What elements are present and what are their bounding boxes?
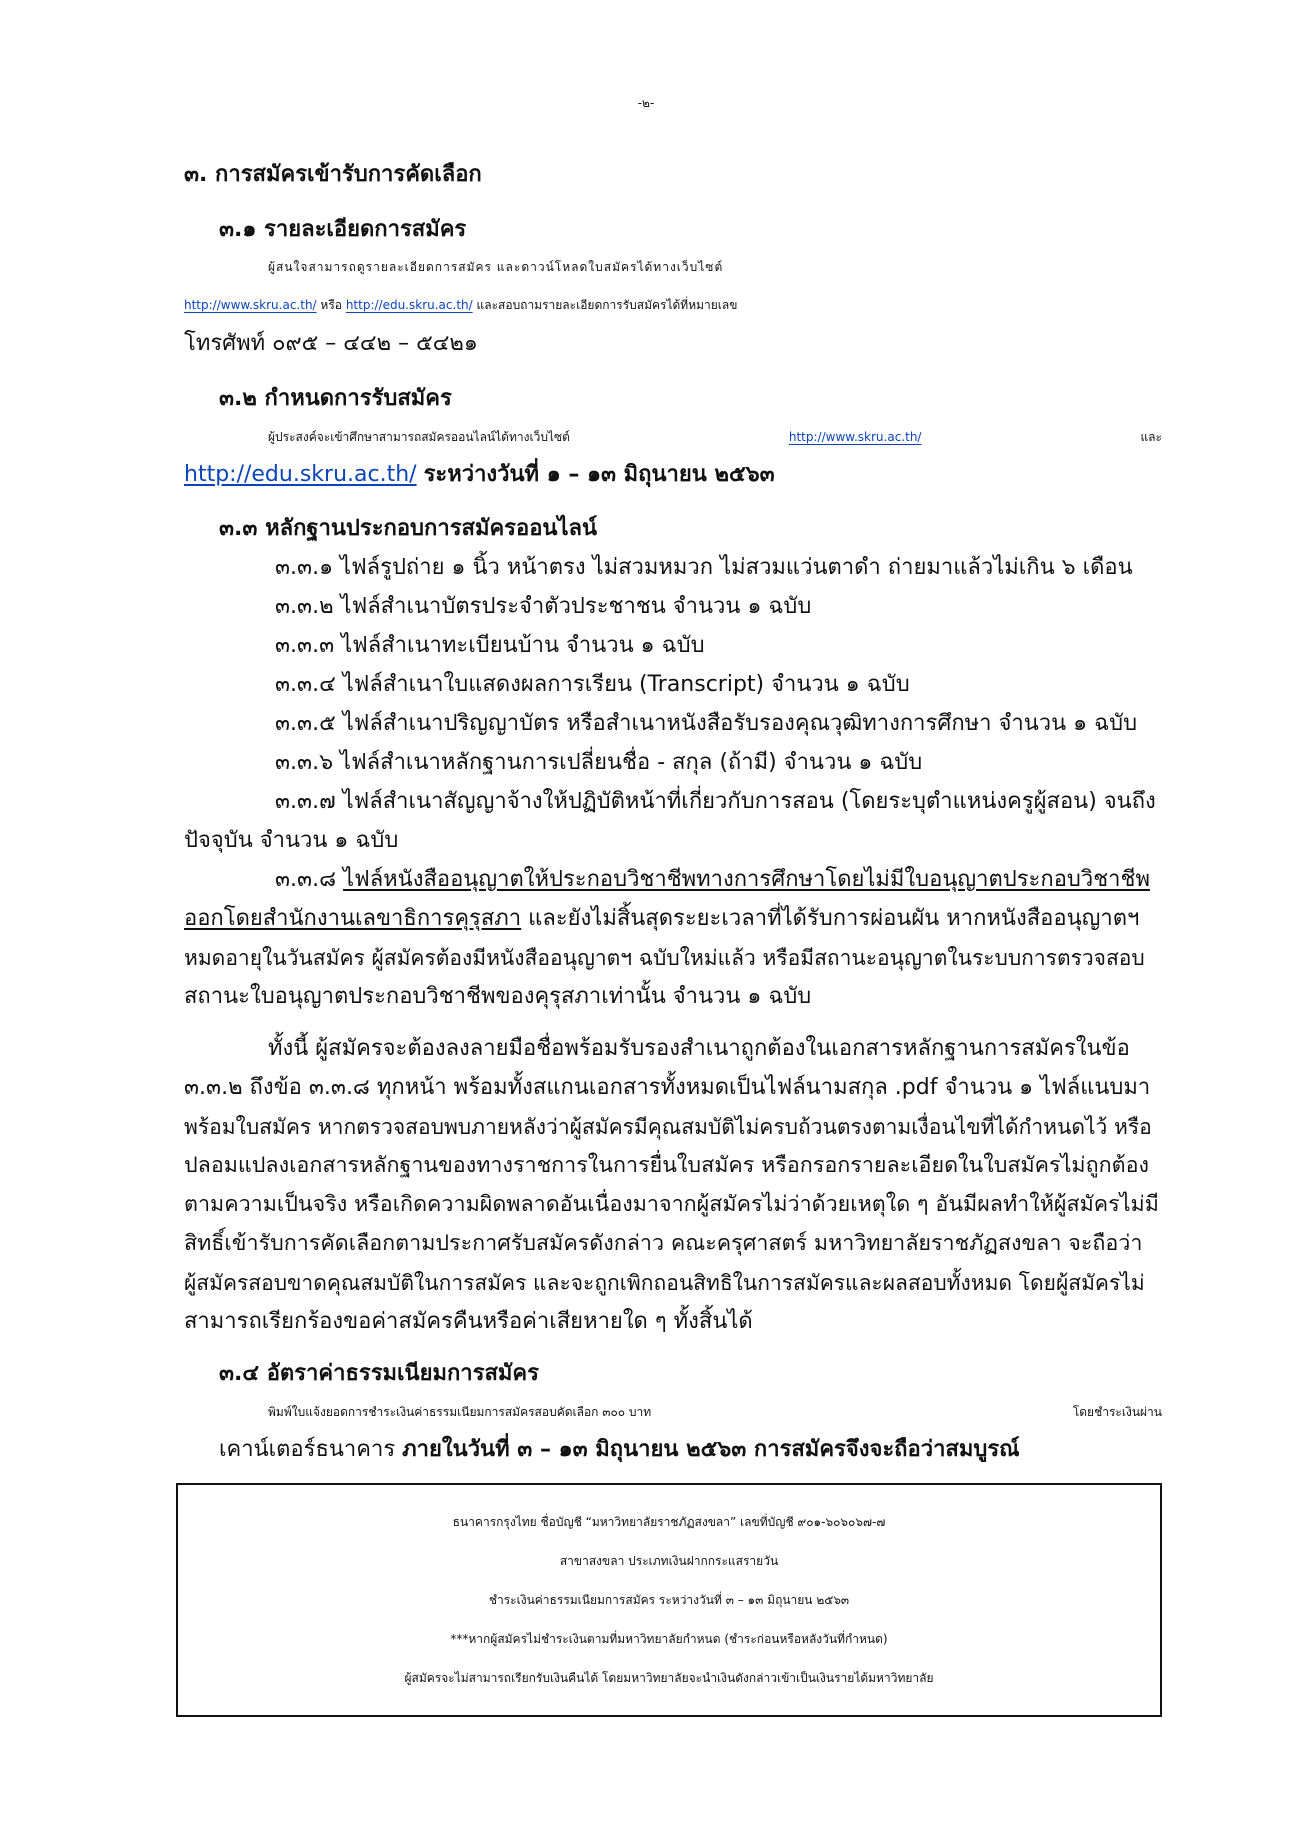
payment-deadline: ภายในวันที่ ๓ – ๑๓ มิถุนายน ๒๕๖๓ การสมัครจึงจะถือว่าสมบูรณ์: [402, 1437, 1020, 1462]
note-line: พร้อมใบสมัคร หากตรวจสอบพบภายหลังว่าผู้สมัครมีคุณสมบัติไม่ครบถ้วนตรงตามเงื่อนไขที่ได้กำหนดไว้ หรือ: [184, 1115, 1152, 1139]
section-3-1-heading: ๓.๑ รายละเอียดการสมัคร: [219, 217, 467, 242]
section-3-2-line-1-text: ผู้ประสงค์จะเข้าศึกษาสามารถสมัครออนไลน์ได้ทางเว็บไซต์: [268, 430, 570, 444]
section-3-2-line-1: [268, 420, 1162, 454]
document-item-8-line-1: [275, 863, 1150, 897]
document-item: ๓.๓.๑ ไฟล์รูปถ่าย ๑ นิ้ว หน้าตรง ไม่สวมหมวก ไม่สวมแว่นตาดำ ถ่ายมาแล้วไม่เกิน ๖ เดือน: [275, 555, 1133, 580]
document-item-8-line-2: [184, 902, 1139, 936]
note-line: ทั้งนี้ ผู้สมัครจะต้องลงลายมือชื่อพร้อมรับรองสำเนาถูกต้องในเอกสารหลักฐานการสมัครในข้อ: [268, 1036, 1130, 1061]
note-line: ๓.๓.๒ ถึงข้อ ๓.๓.๘ ทุกหน้า พร้อมทั้งสแกนเอกสารทั้งหมดเป็นไฟล์นามสกุล .pdf จำนวน ๑ ไฟล์แนบมา: [184, 1075, 1151, 1100]
section-3-1-phone: โทรศัพท์ ๐๙๕ – ๔๔๒ – ๕๔๒๑: [184, 331, 478, 356]
section-3-1-line-1: [268, 250, 1162, 284]
note-line: สิทธิ์เข้ารับการคัดเลือกตามประกาศรับสมัครดังกล่าว คณะครุศาสตร์ มหาวิทยาลัยราชภัฏสงขลา จะถือว่า: [184, 1231, 1143, 1256]
bank-account-line: ธนาคารกรุงไทย ชื่อบัญชี “มหาวิทยาลัยราชภัฏสงขลา” เลขที่บัญชี ๙๐๑-๖๐๖๐๖๗-๗: [452, 1515, 886, 1529]
bank-branch-line: สาขาสงขลา ประเภทเงินฝากกระแสรายวัน: [559, 1554, 779, 1568]
document-item: ๓.๓.๓ ไฟล์สำเนาทะเบียนบ้าน จำนวน ๑ ฉบับ: [275, 633, 705, 658]
application-period: ระหว่างวันที่ ๑ – ๑๓ มิถุนายน ๒๕๖๓: [423, 462, 775, 487]
section-3-1-line-2-rest: และสอบถามรายละเอียดการรับสมัครได้ที่หมายเลข: [476, 298, 738, 312]
refund-policy-line: ผู้สมัครจะไม่สามารถเรียกรับเงินคืนได้ โดยมหาวิทยาลัยจะนำเงินดังกล่าวเข้าเป็นเงินรายได้มหาวิทยาลัย: [404, 1671, 934, 1685]
section-3-1-line-1-text: ผู้สนใจสามารถดูรายละเอียดการสมัคร และดาวน์โหลดใบสมัครได้ทางเว็บไซต์: [268, 260, 724, 274]
bank-counter-text: เคาน์เตอร์ธนาคาร: [219, 1437, 396, 1462]
or-text: หรือ: [320, 298, 342, 312]
note-line: สามารถเรียกร้องขอค่าสมัครคืนหรือค่าเสียหายใด ๆ ทั้งสิ้นได้: [184, 1309, 753, 1334]
item-8-underlined-2: ออกโดยสำนักงานเลขาธิการคุรุสภา: [184, 906, 522, 931]
document-item: ๓.๓.๒ ไฟล์สำเนาบัตรประจำตัวประชาชน จำนวน ๑ ฉบับ: [275, 594, 812, 619]
skru-website-link-2[interactable]: http://www.skru.ac.th/: [788, 430, 922, 444]
section-3-4-line-1: [268, 1395, 1162, 1429]
section-3-2-line-2: [184, 458, 775, 492]
section-3-heading: ๓. การสมัครเข้ารับการคัดเลือก: [184, 162, 482, 187]
skru-website-link[interactable]: http://www.skru.ac.th/: [184, 298, 317, 312]
fee-text: พิมพ์ใบแจ้งยอดการชำระเงินค่าธรรมเนียมการสมัครสอบคัดเลือก ๓๐๐ บาท: [268, 1405, 652, 1419]
payment-period-line: ชำระเงินค่าธรรมเนียมการสมัคร ระหว่างวันที่ ๓ – ๑๓ มิถุนายน ๒๕๖๓: [488, 1593, 850, 1607]
note-line: ตามความเป็นจริง หรือเกิดความผิดพลาดอันเนื่องมาจากผู้สมัครไม่ว่าด้วยเหตุใด ๆ อันมีผลทำให้ผู้สมัครไม่มี: [184, 1192, 1159, 1217]
section-3-1-line-2: [184, 288, 1162, 322]
section-3-2-heading: ๓.๒ กำหนดการรับสมัคร: [219, 386, 452, 411]
document-item-7-continuation: ปัจจุบัน จำนวน ๑ ฉบับ: [184, 828, 399, 853]
document-item-8-line-3: หมดอายุในวันสมัคร ผู้สมัครต้องมีหนังสืออนุญาตฯ ฉบับใหม่แล้ว หรือมีสถานะอนุญาตในระบบการตรวจสอบ: [184, 946, 1145, 970]
document-item: ๓.๓.๔ ไฟล์สำเนาใบแสดงผลการเรียน (Transcript) จำนวน ๑ ฉบับ: [275, 672, 910, 697]
document-item: ๓.๓.๖ ไฟล์สำเนาหลักฐานการเปลี่ยนชื่อ - สกุล (ถ้ามี) จำนวน ๑ ฉบับ: [275, 750, 923, 775]
and-text: และ: [1140, 430, 1162, 444]
section-3-4-heading: ๓.๔ อัตราค่าธรรมเนียมการสมัคร: [219, 1361, 539, 1386]
note-line: ผู้สมัครสอบขาดคุณสมบัติในการสมัคร และจะถูกเพิกถอนสิทธิในการสมัครและผลสอบทั้งหมด โดยผู้สมัครไม่: [184, 1271, 1145, 1295]
edu-skru-website-link-2[interactable]: http://edu.skru.ac.th/: [184, 462, 417, 487]
section-3-4-line-2: [219, 1433, 1020, 1467]
item-8-number: ๓.๓.๘: [275, 867, 337, 892]
document-item: ๓.๓.๕ ไฟล์สำเนาปริญญาบัตร หรือสำเนาหนังสือรับรองคุณวุฒิทางการศึกษา จำนวน ๑ ฉบับ: [275, 711, 1138, 736]
warning-line: ***หากผู้สมัครไม่ชำระเงินตามที่มหาวิทยาลัยกำหนด (ชำระก่อนหรือหลังวันที่กำหนด): [450, 1632, 888, 1646]
item-8-rest: และยังไม่สิ้นสุดระยะเวลาที่ได้รับการผ่อนผัน หากหนังสืออนุญาตฯ: [528, 906, 1140, 931]
page-number: -๒-: [637, 96, 655, 110]
edu-skru-website-link[interactable]: http://edu.skru.ac.th/: [345, 298, 473, 312]
payment-via-text: โดยชำระเงินผ่าน: [1072, 1405, 1162, 1419]
bank-info-box: [176, 1483, 1162, 1717]
document-item-8-line-4: สถานะใบอนุญาตประกอบวิชาชีพของคุรุสภาเท่านั้น จำนวน ๑ ฉบับ: [184, 984, 812, 1009]
item-8-underlined-1: ไฟล์หนังสืออนุญาตให้ประกอบวิชาชีพทางการศึกษาโดยไม่มีใบอนุญาตประกอบวิชาชีพ: [343, 867, 1150, 892]
note-line: ปลอมแปลงเอกสารหลักฐานของทางราชการในการยื่นใบสมัคร หรือกรอกรายละเอียดในใบสมัครไม่ถูกต้อง: [184, 1153, 1149, 1178]
section-3-3-heading: ๓.๓ หลักฐานประกอบการสมัครออนไลน์: [219, 516, 598, 541]
document-item: ๓.๓.๗ ไฟล์สำเนาสัญญาจ้างให้ปฏิบัติหน้าที่เกี่ยวกับการสอน (โดยระบุตำแหน่งครูผู้สอน) จนถึง: [275, 789, 1156, 814]
